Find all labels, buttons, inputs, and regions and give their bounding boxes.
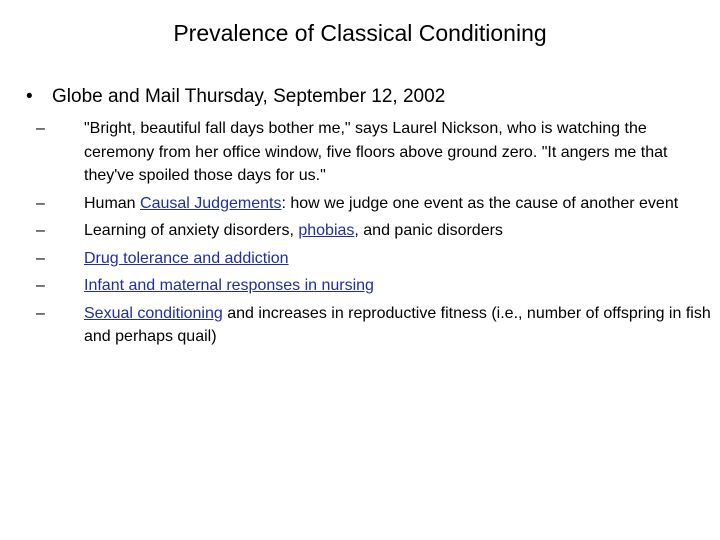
sub-item-text <box>84 192 712 216</box>
sub-item-prefix: Human <box>84 194 141 212</box>
slide-title: Prevalence of Classical Conditioning <box>173 20 547 46</box>
dash-marker: – <box>36 194 45 212</box>
infant-maternal-link[interactable]: Infant and maternal responses in nursing <box>84 277 374 294</box>
sub-item-suffix: : how we judge one event as the cause of another event <box>281 194 679 212</box>
sub-item-drug-tolerance <box>36 247 712 271</box>
dash-marker: – <box>36 304 45 322</box>
sub-item-text <box>84 302 712 349</box>
phobias-link[interactable]: phobias <box>298 222 355 239</box>
main-bullet-text: Globe and Mail Thursday, September 12, 2002 <box>52 86 446 107</box>
sexual-conditioning-link[interactable]: Sexual conditioning <box>84 304 223 322</box>
sub-bullet-list <box>36 117 712 353</box>
sub-item-text <box>84 247 712 271</box>
sub-item-text: "Bright, beautiful fall days bother me," says Laurel Nickson, who is watching the ceremony from her office window, five floors above ground zero. "It angers me that they've spoiled those days for us." <box>84 120 668 184</box>
main-bullet <box>26 84 706 110</box>
dash-marker: – <box>36 120 45 137</box>
drug-tolerance-link[interactable]: Drug tolerance and addiction <box>84 249 289 267</box>
sub-item-causal-judgements <box>36 192 712 216</box>
sub-item-suffix: and increases in reproductive fitness (i.e., number of offspring in fish and perhaps quail) <box>84 304 711 345</box>
sub-item-suffix: , and panic disorders <box>354 222 503 239</box>
dash-marker: – <box>36 249 45 267</box>
bullet-marker: • <box>26 86 33 107</box>
sub-item-text <box>84 219 712 243</box>
sub-item-infant-maternal <box>36 274 712 298</box>
causal-judgements-link[interactable]: Causal Judgements <box>140 194 282 212</box>
sub-item-anxiety <box>36 219 712 243</box>
sub-item-sexual-conditioning <box>36 302 712 349</box>
sub-item-prefix: Learning of anxiety disorders, <box>84 222 299 239</box>
dash-marker: – <box>36 277 45 294</box>
sub-item-quote <box>36 117 712 188</box>
sub-item-text <box>84 274 712 298</box>
dash-marker: – <box>36 222 45 239</box>
